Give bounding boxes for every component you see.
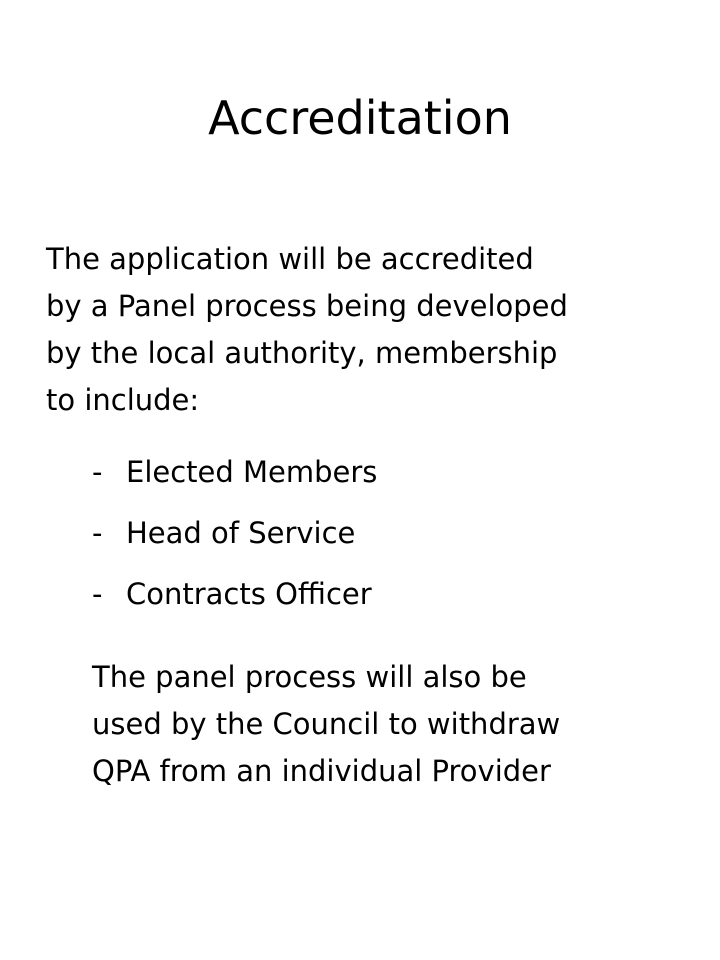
bullet-dash: - xyxy=(92,577,103,611)
list-item xyxy=(92,446,692,507)
closing-paragraph xyxy=(92,654,692,795)
closing-line: The panel process will also be xyxy=(92,660,527,694)
list-item xyxy=(92,568,692,629)
bullet-dash: - xyxy=(92,516,103,550)
member-label: Elected Members xyxy=(126,455,378,489)
closing-line: used by the Council to withdraw xyxy=(92,707,561,741)
bullet-dash: - xyxy=(92,455,103,489)
list-item xyxy=(92,507,692,568)
intro-paragraph xyxy=(46,236,696,424)
panel-members-list xyxy=(92,446,692,629)
intro-line: by a Panel process being developed xyxy=(46,289,568,323)
member-label: Contracts Officer xyxy=(126,577,372,611)
intro-line: by the local authority, membership xyxy=(46,336,558,370)
slide-title: Accreditation xyxy=(208,91,512,145)
intro-line: to include: xyxy=(46,383,200,417)
intro-line: The application will be accredited xyxy=(46,242,534,276)
closing-line: QPA from an individual Provider xyxy=(92,754,551,788)
member-label: Head of Service xyxy=(126,516,356,550)
